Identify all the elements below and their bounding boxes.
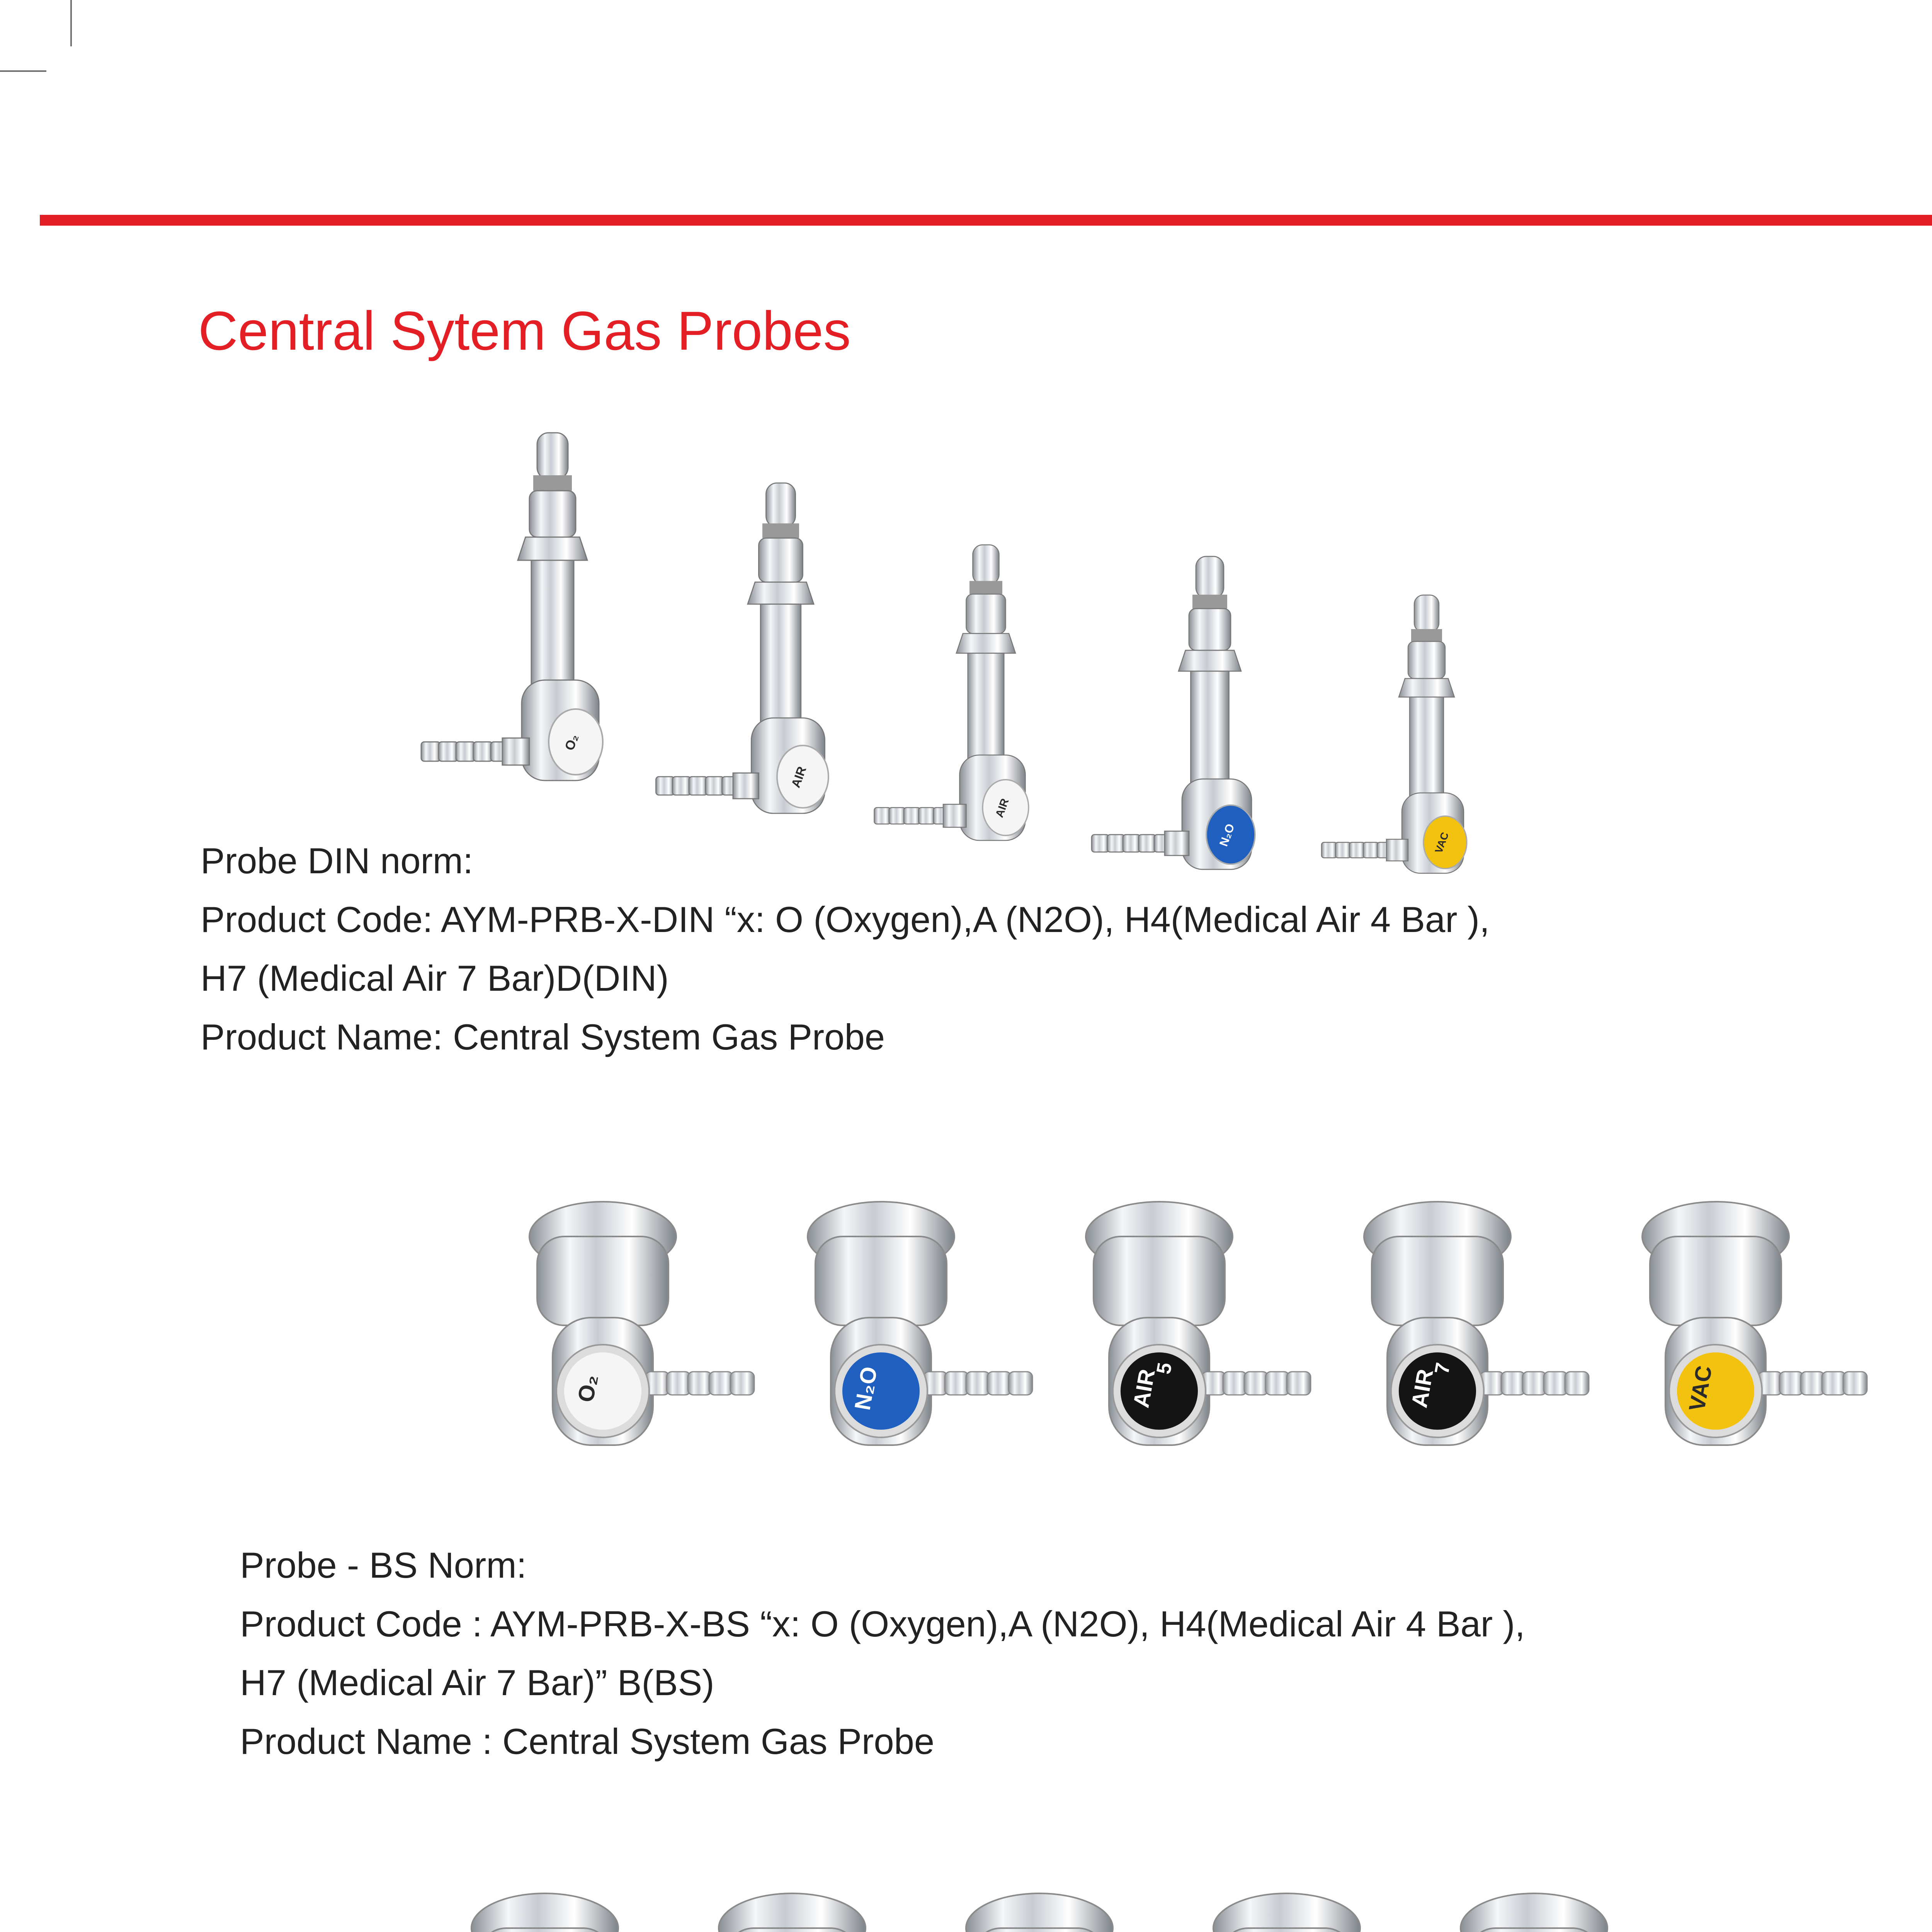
svg-text:7: 7 [1430,1361,1455,1376]
svg-text:AIR: AIR [1128,1367,1160,1410]
svg-text:O₂: O₂ [573,1372,603,1404]
din-product-code: Product Code: AYM-PRB-X-DIN “x: O (Oxygen),A (N2O), H4(Medical Air 4 Bar ), [201,899,1490,940]
svg-text:5: 5 [1152,1361,1177,1376]
svg-text:VAC: VAC [1684,1364,1717,1413]
probe-image [1310,1190,1588,1484]
svg-text:AIR: AIR [788,764,809,790]
crop-mark [70,0,72,46]
bs-heading: Probe - BS Norm: [240,1545,527,1585]
header-rule [40,215,1932,226]
din-description [201,832,1490,1066]
din-product-name: Product Name: Central System Gas Probe [201,1017,885,1057]
crop-mark [0,70,46,72]
svg-text:AIR: AIR [993,797,1012,820]
probe-image [1032,1190,1310,1484]
probe-image [475,1190,753,1484]
probe-image [665,1882,943,1932]
svg-text:AIR: AIR [1406,1367,1438,1410]
probe-image [1406,1882,1685,1932]
page-title: Central Sytem Gas Probes [198,300,851,362]
afnor-probes-photo [417,1882,1839,1932]
bs-product-name: Product Name : Central System Gas Probe [240,1721,935,1762]
probe-image [479,433,641,819]
svg-text:N₂O: N₂O [1217,822,1237,848]
bs-probes-photo [475,1190,1897,1530]
din-heading: Probe DIN norm: [201,840,473,881]
svg-text:VAC: VAC [1432,830,1451,855]
svg-text:N₂O: N₂O [850,1364,882,1412]
probe-image [417,1882,696,1932]
din-probes-photo [479,433,1638,855]
probe-image [912,1882,1190,1932]
probe-image [1588,1190,1866,1484]
probe-image [711,483,865,850]
probe-image [923,545,1061,873]
din-product-code-cont: H7 (Medical Air 7 Bar)D(DIN) [201,958,669,998]
svg-text:O₂: O₂ [562,732,582,753]
probe-image [1159,1882,1437,1932]
bs-product-code: Product Code : AYM-PRB-X-BS “x: O (Oxygen),A (N2O), H4(Medical Air 4 Bar ), [240,1604,1525,1644]
probe-image [753,1190,1032,1484]
bs-product-code-cont: H7 (Medical Air 7 Bar)” B(BS) [240,1662,714,1703]
bs-description [240,1536,1525,1771]
